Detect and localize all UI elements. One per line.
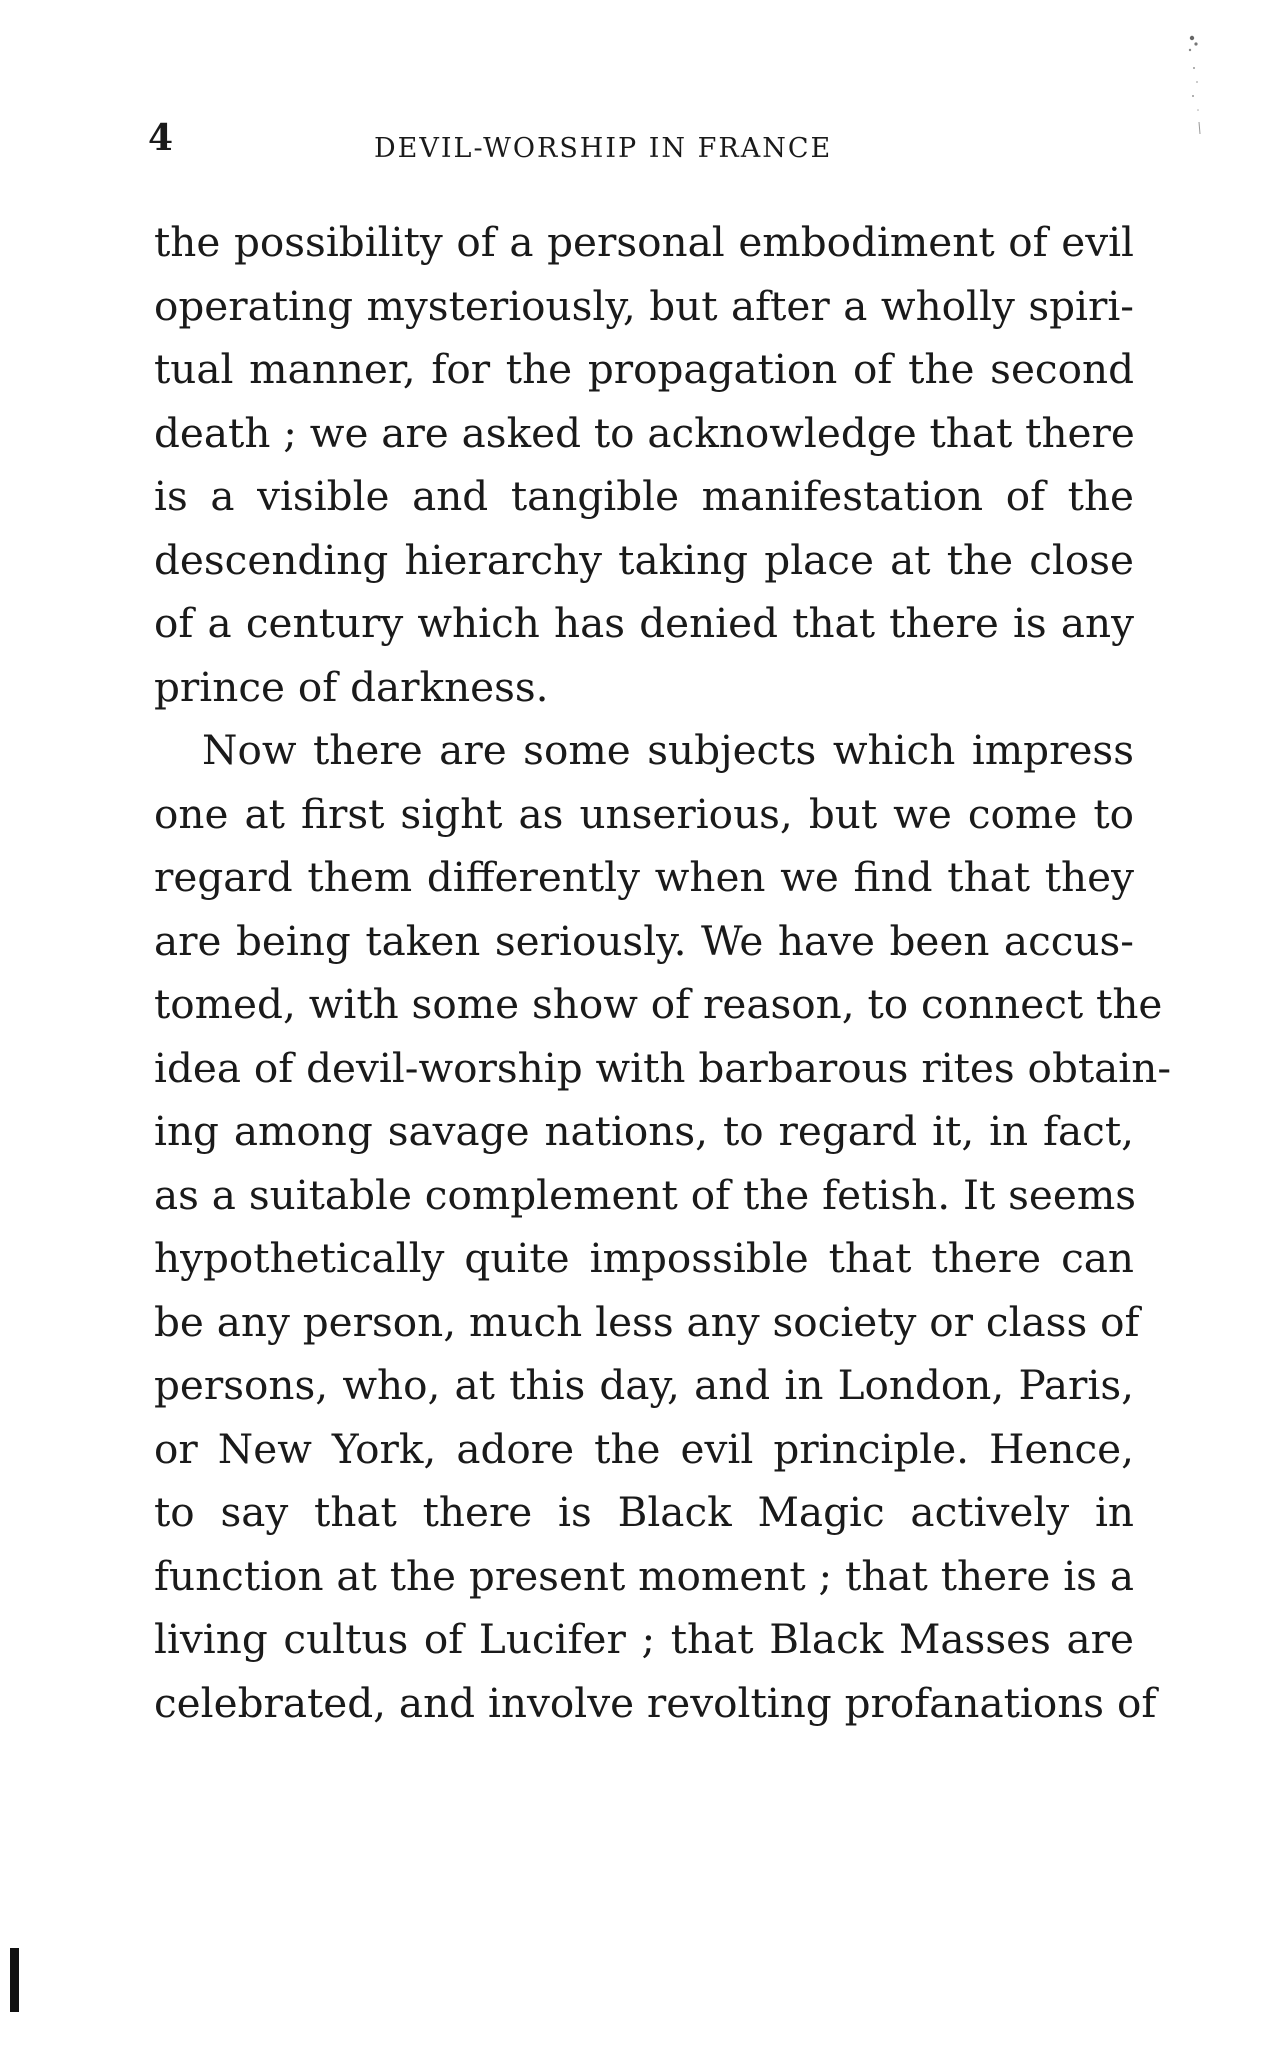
text-line: or New York, adore the evil principle. Hence,	[154, 1424, 1134, 1473]
text-line: ing among savage nations, to regard it, in fact,	[154, 1107, 1134, 1155]
text-line: the possibility of a personal embodiment of evil	[154, 218, 1134, 266]
text-line: tual manner, for the propagation of the second	[154, 345, 1134, 393]
text-line: prince of darkness.	[154, 662, 549, 711]
text-line: is a visible and tangible manifestation of the	[154, 472, 1134, 520]
text-line: of a century which has denied that there is any	[154, 599, 1134, 647]
body-text	[154, 211, 1172, 1735]
text-line: death ; we are asked to acknowledge that there	[154, 408, 1135, 457]
text-line: are being taken seriously. We have been accus-	[154, 916, 1134, 965]
text-line: descending hierarchy taking place at the close	[154, 535, 1134, 584]
text-line: be any person, much less any society or class of	[154, 1297, 1140, 1346]
text-line: one at first sight as unserious, but we come to	[154, 789, 1134, 838]
text-line: regard them differently when we find that they	[154, 853, 1134, 901]
scan-margin-mark	[10, 1948, 19, 2012]
page-number: 4	[148, 117, 174, 159]
text-line: living cultus of Lucifer ; that Black Masses are	[154, 1615, 1134, 1663]
text-line: as a suitable complement of the fetish. It seems	[154, 1170, 1137, 1219]
text-line: to say that there is Black Magic actively in	[154, 1488, 1134, 1536]
text-line: hypothetically quite impossible that there can	[154, 1234, 1134, 1282]
text-line: persons, who, at this day, and in London, Paris,	[154, 1361, 1134, 1409]
text-line: operating mysteriously, but after a wholly spiri-	[154, 281, 1134, 330]
text-line: function at the present moment ; that there is a	[154, 1551, 1134, 1600]
running-head: DEVIL-WORSHIP IN FRANCE	[374, 133, 833, 164]
text-line: idea of devil-worship with barbarous rites obtain-	[154, 1043, 1172, 1092]
text-line: Now there are some subjects which impress	[202, 726, 1134, 774]
scan-speck-marks	[1172, 30, 1202, 140]
text-line: tomed, with some show of reason, to connect the	[154, 980, 1163, 1028]
text-line: celebrated, and involve revolting profanations of	[154, 1678, 1157, 1727]
